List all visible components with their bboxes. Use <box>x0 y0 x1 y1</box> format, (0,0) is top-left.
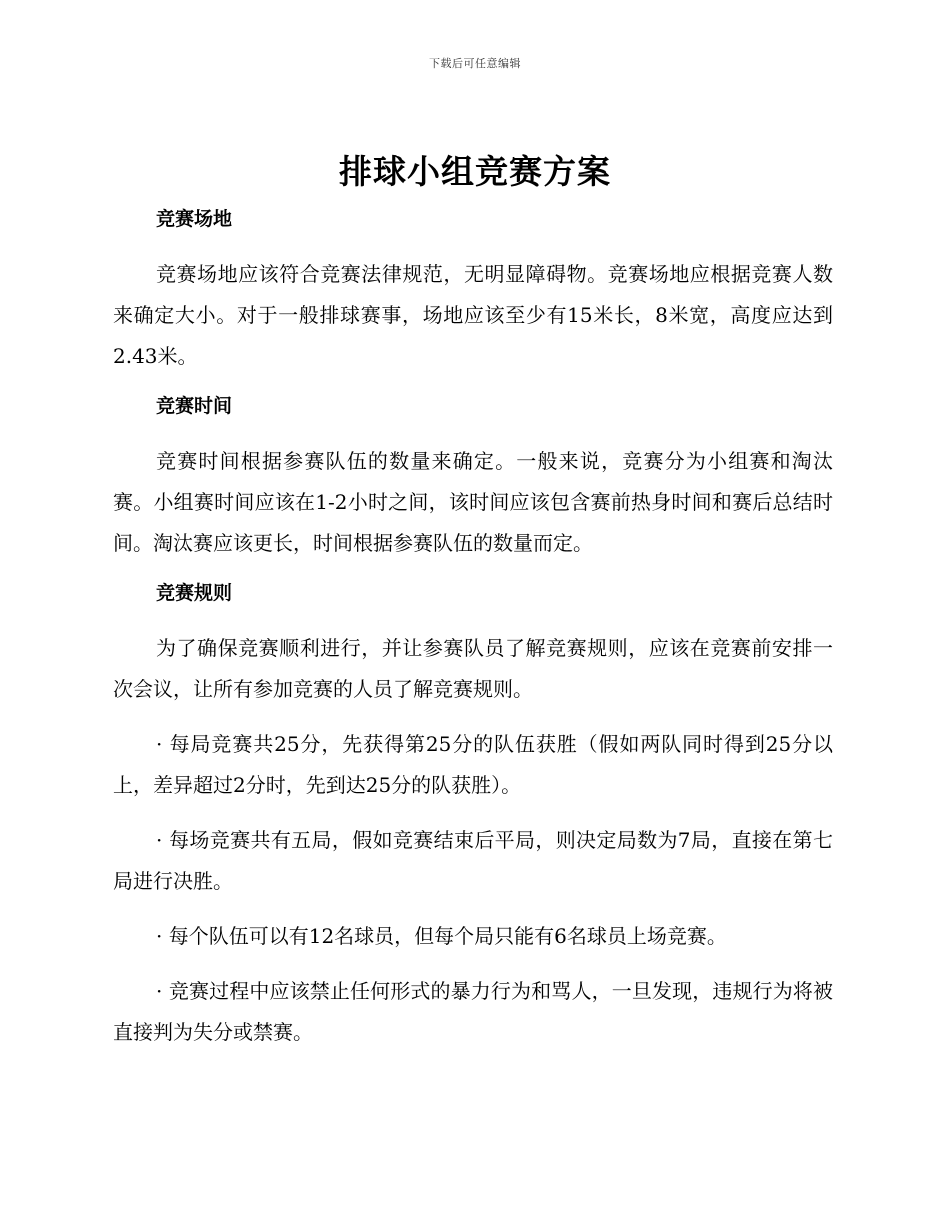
rules-bullet-item: · 每场竞赛共有五局，假如竞赛结束后平局，则决定局数为7局，直接在第七局进行决胜。 <box>113 828 833 893</box>
header-note: 下载后可任意编辑 <box>429 57 521 70</box>
time-paragraph: 竞赛时间根据参赛队伍的数量来确定。一般来说，竞赛分为小组赛和淘汰赛。小组赛时间应该在1-2小时之间，该时间应该包含赛前热身时间和赛后总结时间。淘汰赛应该更长，时间根据参赛队伍的数量而定。 <box>113 449 833 555</box>
page-title: 排球小组竞赛方案 <box>339 152 611 191</box>
section-heading-rules: 竞赛规则 <box>156 582 233 604</box>
rules-bullet-item: · 每个队伍可以有12名球员，但每个局只能有6名球员上场竞赛。 <box>156 924 727 948</box>
section-heading-venue: 竞赛场地 <box>156 208 233 230</box>
rules-paragraph: 为了确保竞赛顺利进行，并让参赛队员了解竞赛规则，应该在竞赛前安排一次会议，让所有参加竞赛的人员了解竞赛规则。 <box>113 636 833 701</box>
venue-paragraph: 竞赛场地应该符合竞赛法律规范，无明显障碍物。竞赛场地应根据竞赛人数来确定大小。对于一般排球赛事，场地应该至少有15米长，8米宽，高度应达到2.43米。 <box>113 262 833 368</box>
section-heading-time: 竞赛时间 <box>156 395 233 417</box>
rules-bullet-item: · 每局竞赛共25分，先获得第25分的队伍获胜（假如两队同时得到25分以上，差异超过2分时，先到达25分的队获胜）。 <box>113 732 833 797</box>
rules-bullet-item: · 竞赛过程中应该禁止任何形式的暴力行为和骂人，一旦发现，违规行为将被直接判为失分或禁赛。 <box>113 979 833 1044</box>
document-body <box>113 204 833 1067</box>
